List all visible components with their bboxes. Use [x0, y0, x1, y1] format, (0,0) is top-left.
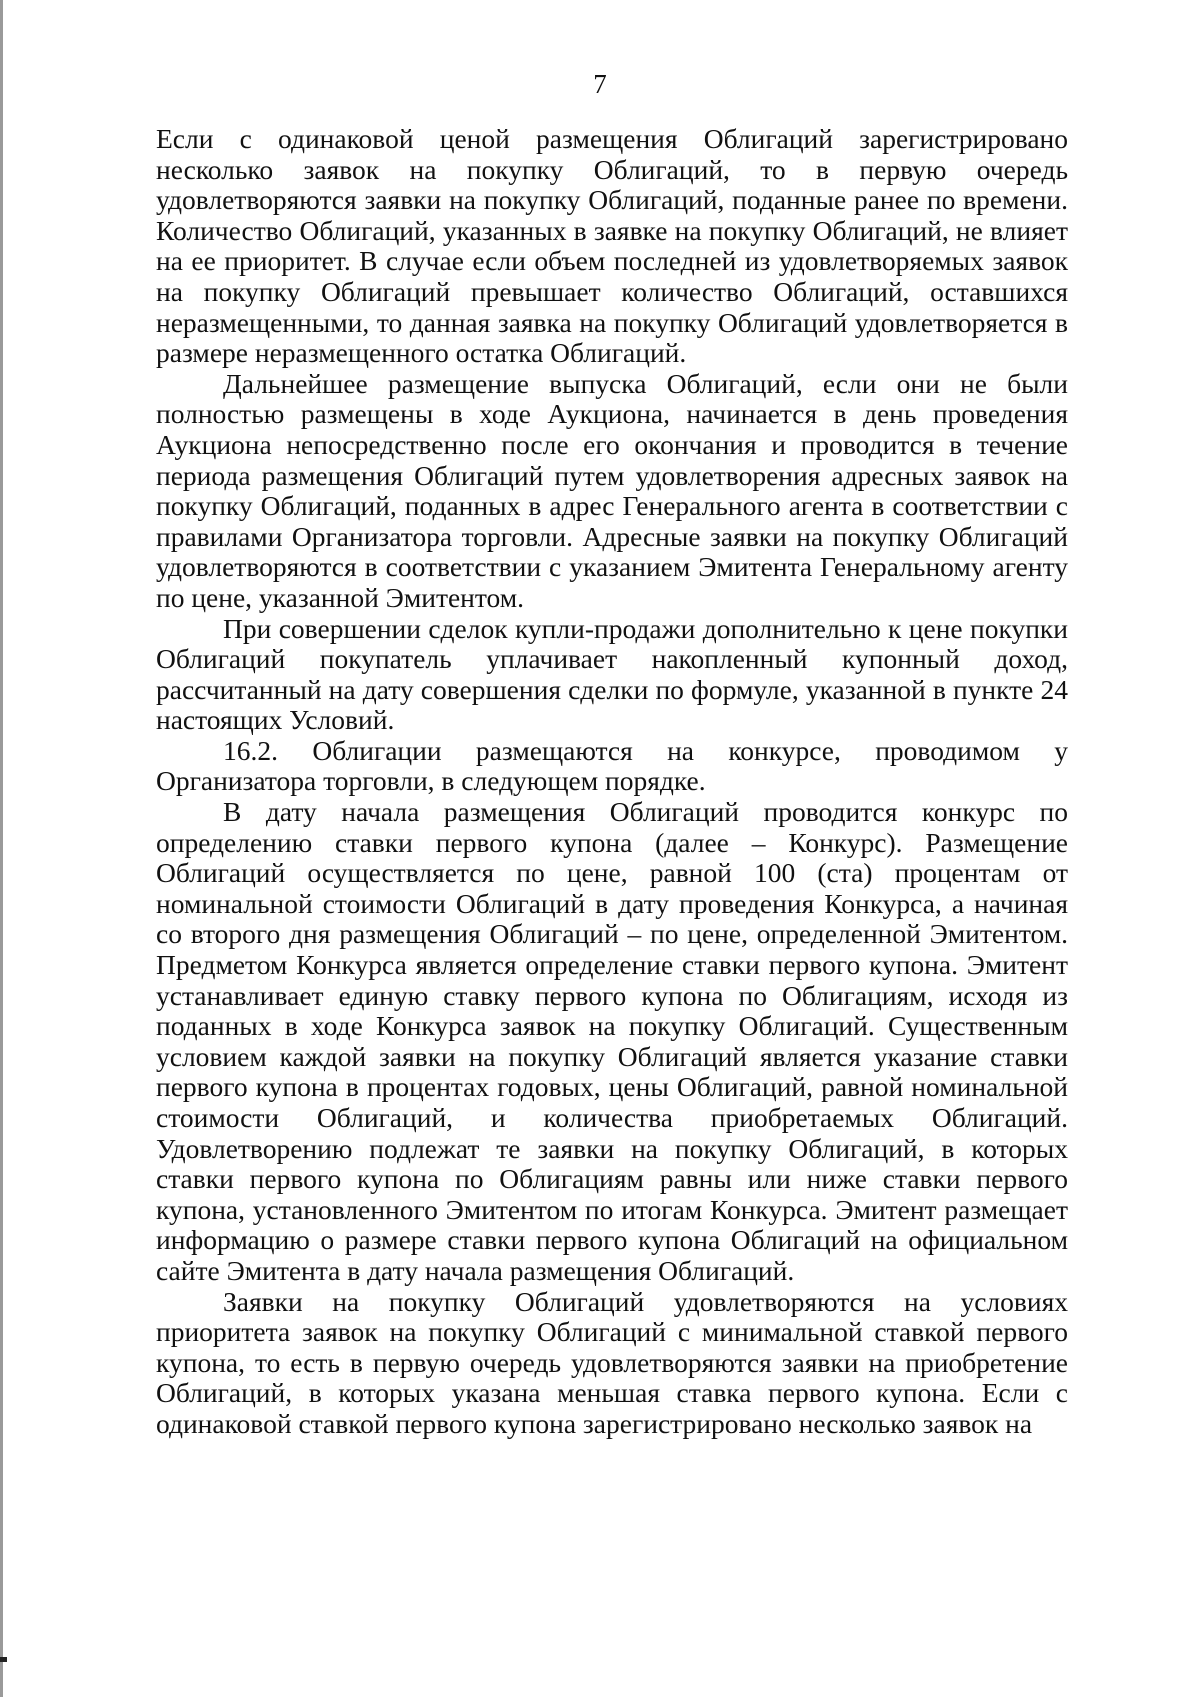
paragraph-contest-rules: В дату начала размещения Облигаций проводится конкурс по определению ставки первого купона (далее – Конкурс). Размещение Облигаций осуществляется по цене, равной 100 (ста) процентам от номинальной стоимости Облигаций в дату проведения Конкурса, а начиная со второго дня размещения Облигаций – по цене, определенной Эмитентом. Предметом Конкурса является определение ставки первого купона. Эмитент устанавливает единую ставку первого купона по Облигациям, исходя из поданных в ходе Конкурса заявок на покупку Облигаций. Существенным условием каждой заявки на покупку Облигаций является указание ставки первого купона в процентах годовых, цены Облигаций, равной номинальной стоимости Облигаций, и количества приобретаемых Облигаций. Удовлетворению подлежат те заявки на покупку Облигаций, в которых ставки первого купона по Облигациям равны или ниже ставки первого купона, установленного Эмитентом по итогам Конкурса. Эмитент размещает информацию о размере ставки первого купона Облигаций на официальном сайте Эмитента в дату начала размещения Облигаций.	[156, 796, 1068, 1286]
paragraph-continuation: Если с одинаковой ценой размещения Облигаций зарегистрировано несколько заявок на покупку Облигаций, то в первую очередь удовлетворяются заявки на покупку Облигаций, поданные ранее по времени. Количество Облигаций, указанных в заявке на покупку Облигаций, не влияет на ее приоритет. В случае если объем последней из удовлетворяемых заявок на покупку Облигаций превышает количество Облигаций, оставшихся неразмещенными, то данная заявка на покупку Облигаций удовлетворяется в размере неразмещенного остатка Облигаций.	[156, 123, 1068, 369]
scan-mark	[0, 1657, 7, 1662]
document-text	[156, 124, 1068, 1440]
paragraph-coupon-income: При совершении сделок купли-продажи дополнительно к цене покупки Облигаций покупатель уплачивает накопленный купонный доход, рассчитанный на дату совершения сделки по формуле, указанной в пункте 24 настоящих Условий.	[156, 612, 1068, 736]
paragraph-further-placement: Дальнейшее размещение выпуска Облигаций, если они не были полностью размещены в ходе Аукциона, начинается в день проведения Аукциона непосредственно после его окончания и проводится в течение периода размещения Облигаций путем удовлетворения адресных заявок на покупку Облигаций, поданных в адрес Генерального агента в соответствии с правилами Организатора торговли. Адресные заявки на покупку Облигаций удовлетворяются в соответствии с указанием Эмитента Генеральному агенту по цене, указанной Эмитентом.	[156, 367, 1068, 613]
page-number: 7	[593, 69, 607, 99]
paragraph-clause-16-2: 16.2. Облигации размещаются на конкурсе, проводимом у Организатора торговли, в следующем порядке.	[156, 734, 1068, 797]
scan-left-edge	[0, 0, 3, 1697]
paragraph-bid-priority: Заявки на покупку Облигаций удовлетворяются на условиях приоритета заявок на покупку Облигаций с минимальной ставкой первого купона, то есть в первую очередь удовлетворяются заявки на приобретение Облигаций, в которых указана меньшая ставка первого купона. Если с одинаковой ставкой первого купона зарегистрировано несколько заявок на	[156, 1285, 1068, 1439]
